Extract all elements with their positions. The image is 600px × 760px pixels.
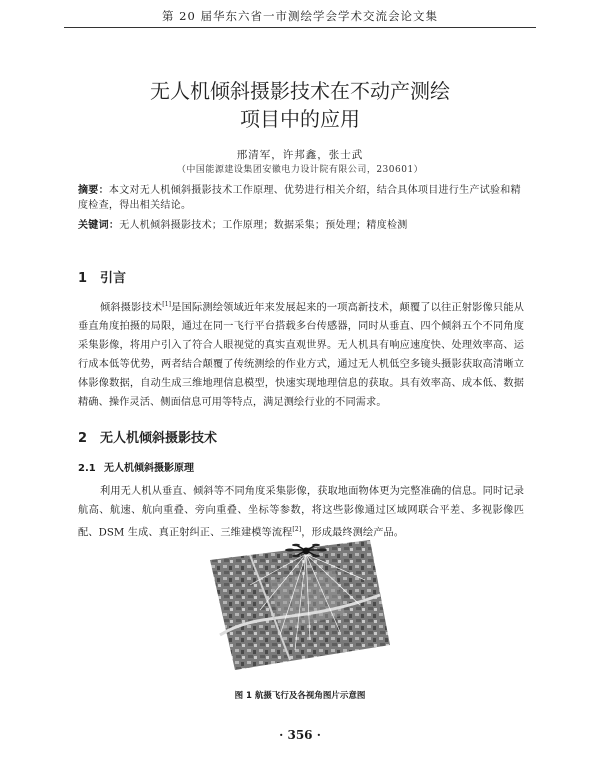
section-title: 引言 xyxy=(100,271,127,286)
paper-title-line-1: 无人机倾斜摄影技术在不动产测绘 xyxy=(150,79,450,103)
aerial-photography-figure xyxy=(210,540,390,670)
authors: 邢清军，许邦鑫，张士武 xyxy=(236,149,364,161)
para2-text-b: ，形成最终测绘产品。 xyxy=(301,527,405,539)
keywords xyxy=(78,218,528,233)
subsection-heading-2-1 xyxy=(78,459,194,474)
section-number: 1 xyxy=(78,271,88,286)
paper-title-line-2: 项目中的应用 xyxy=(240,107,360,131)
section-heading-1 xyxy=(78,267,126,286)
page-number: · 356 · xyxy=(279,728,321,742)
running-header: 第 20 届华东六省一市测绘学会学术交流会论文集 xyxy=(162,9,438,23)
header-rule xyxy=(64,27,536,28)
citation-ref-1: [1] xyxy=(162,301,172,308)
subsection-number: 2.1 xyxy=(78,463,96,474)
para1-text-b: 是国际测绘领域近年来发展起来的一项高新技术，颠覆了以往正射影像只能从垂直角度拍摄的局限，通过在同一飞行平台搭载多台传感器，同时从垂直、四个倾斜五个不同角度采集影像，将用户引入了符合人眼视觉的真实直观世界。无人机具有响应速度快、处理效率高、运行成本低等优势，两者结合颠覆了传统测绘的作业方式，通过无人机低空多镜头摄影获取高清晰立体影像数据，自动生成三维地理信息模型，快速实现地理信息的获取。具有效率高、成本低、数据精确、操作灵活、侧面信息可用等特点，满足测绘行业的不同需求。 xyxy=(78,302,524,409)
section-number: 2 xyxy=(78,431,88,446)
abstract xyxy=(78,183,528,213)
citation-ref-2: [2] xyxy=(292,526,302,533)
section-title: 无人机倾斜摄影技术 xyxy=(100,431,218,446)
abstract-label: 摘要： xyxy=(78,185,109,196)
keywords-label: 关键词： xyxy=(78,220,120,231)
affiliation: （中国能源建设集团安徽电力设计院有限公司，230601） xyxy=(176,165,424,175)
para1-text-a: 倾斜摄影技术 xyxy=(100,302,163,314)
keywords-text: 无人机倾斜摄影技术；工作原理；数据采集；预处理；精度检测 xyxy=(119,220,408,231)
subsection-title: 无人机倾斜摄影原理 xyxy=(104,463,194,474)
abstract-text: 本文对无人机倾斜摄影技术工作原理、优势进行相关介绍，结合具体项目进行生产试验和精度检查，得出相关结论。 xyxy=(78,185,521,211)
intro-paragraph xyxy=(78,295,524,412)
figure-caption: 图 1 航摄飞行及各视角图片示意图 xyxy=(234,691,366,701)
para2-text-a: 利用无人机从垂直、倾斜等不同角度采集影像，获取地面物体更为完整准确的信息。同时记录航高、航速、航向重叠、旁向重叠、坐标等参数，将这些影像通过区域网联合平差、多视影像匹配、DSM 生成、真正射纠正、三维建模等流程 xyxy=(78,486,524,539)
section-heading-2 xyxy=(78,427,217,446)
principle-paragraph xyxy=(78,482,524,542)
